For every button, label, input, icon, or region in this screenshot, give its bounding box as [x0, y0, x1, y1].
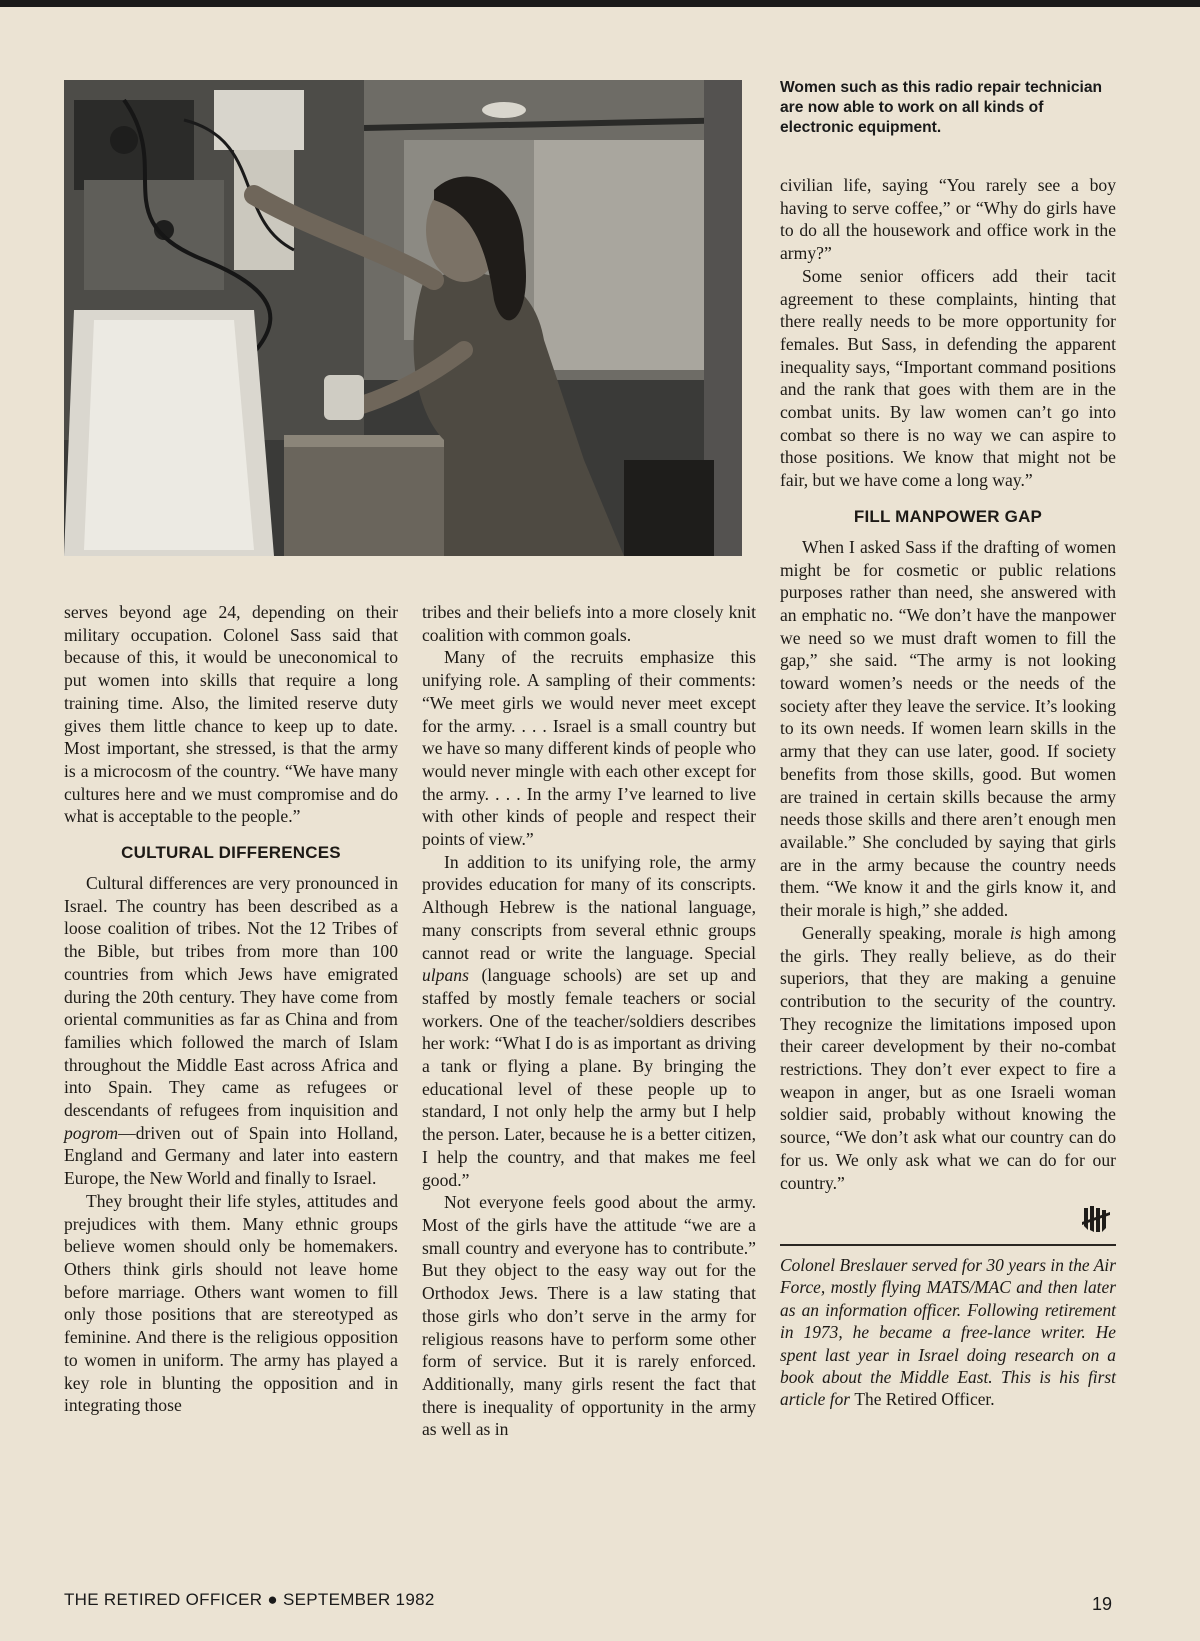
end-of-article-icon: [780, 1204, 1110, 1240]
photo-caption: Women such as this radio repair technician are now able to work on all kinds of electronic equipment.: [780, 79, 1103, 136]
paragraph: tribes and their beliefs into a more closely knit coalition with common goals.: [422, 602, 756, 645]
paragraph: Not everyone feels good about the army. Most of the girls have the attitude “we are a small country and everyone has to contribute.” But they object to the easy way out for the Orthodox Jews. There is a law stating that those girls who don’t serve in the army for religious reasons have to perform some other form of service. But it is rarely enforced. Additionally, many girls resent the fact that there is inequality of opportunity in the army as well as in: [422, 1192, 756, 1440]
section-heading-fill-manpower-gap: FILL MANPOWER GAP: [853, 506, 1043, 526]
page-number: 19: [1092, 1594, 1113, 1614]
text-run: Generally speaking, morale: [802, 922, 1010, 943]
paragraph: When I asked Sass if the drafting of women might be for cosmetic or public relations purposes rather than need, she answered with an emphatic no. “We don’t have the manpower we need so we must draft women to fill the gap,” she said. “The army is not looking toward women’s needs or the needs of the society after they leave the service. It’s looking to its own needs. If women learn skills in the army that they can use later, good. If society benefits from those skills, good. But women are trained in certain skills because the army needs those skills and there aren’t enough men available.” She concluded by saying that girls are in the army because the country needs them. “We know it and the girls know it, and their morale is high,” she added.: [780, 536, 1116, 921]
publication-name: The Retired Officer.: [854, 1389, 995, 1410]
italic-term: pogrom: [64, 1122, 119, 1143]
article-column-2: [422, 601, 756, 1441]
photo-radio-technician: [64, 80, 742, 556]
text-run: Cultural differences are very pronounced in Israel. The country has been described as a loose coalition of tribes. Not the 12 Tribes of the Bible, but tribes from more than 100 countries from which Jews have emigrated during the 20th century. They have come from oriental communities as far as China and from families which followed the march of Islam throughout the Middle East across Africa and into Spain. They came as refugees or descendants of refugees from inquisition and: [64, 873, 398, 1121]
top-edge-bar: [0, 0, 1200, 7]
text-run: (language schools) are set up and staffed by mostly female teachers or social workers. One of the teacher/soldiers describes her work: “What I do is as important as driving a tank or flying a plane. By bringing the educational level of these people up to standard, I not only help the army but I help the person. Later, because he is a better citizen, I help the country, and that makes me feel good.”: [422, 965, 756, 1190]
paragraph: serves beyond age 24, depending on their military occupation. Colonel Sass said that because of this, it would be uneconomical to put women into skills that require a long training time. Also, the limited reserve duty gives them little chance to keep up to date. Most important, she stressed, is that the army is a microcosm of the country. “We have many cultures here and we must compromise and do what is acceptable to the people.”: [64, 602, 398, 827]
paragraph: [780, 922, 1116, 1194]
text-run: high among the girls. They really believe, as do their superiors, that they are making a genuine contribution to the security of the country. They recognize the limitations imposed upon their career development by their no-combat restrictions. They don’t ever expect to fire a weapon in anger, but as one Israeli woman soldier said, probably without knowing the source, “We don’t ask what our country can do for us. We only ask what we can do for our country.”: [780, 922, 1116, 1193]
paragraph: [422, 851, 756, 1192]
paragraph: Many of the recruits emphasize this unifying role. A sampling of their comments: “We meet girls we would never meet except for the army. . . . Israel is a small country but we have so many different kinds of people who would never mingle with each other except for the army. . . . In the army I’ve learned to live with other kinds of people and respect their points of view.”: [422, 647, 756, 850]
section-heading-cultural-differences: CULTURAL DIFFERENCES: [121, 843, 341, 863]
paragraph: Some senior officers add their tacit agreement to these complaints, hinting that there really needs to be more opportunity for females. But Sass, in defending the apparent inequality says, “Important command positions and the rank that goes with them are in the combat units. By law women can’t go into combat so there is no way we can aspire to those positions. We know that might not be fair, but we have come a long way.”: [780, 265, 1116, 491]
paragraph: They brought their life styles, attitudes and prejudices with them. Many ethnic groups believe women should only be homemakers. Others think girls should not leave home before marriage. Others want women to fill only those positions that are stereotyped as feminine. And there is the religious opposition to women in uniform. The army has played a key role in blunting the opposition and in integrating those: [64, 1190, 398, 1416]
article-column-1: [64, 601, 398, 1417]
article-column-3: [780, 174, 1116, 1411]
photo-illustration: [64, 80, 742, 556]
bio-text: Colonel Breslauer served for 30 years in the Air Force, mostly flying MATS/MAC and then later as an information officer. Following retirement in 1973, he became a free-lance writer. He spent last year in Israel doing research on a book about the Middle East. This is his first article for: [780, 1254, 1116, 1410]
running-footer: THE RETIRED OFFICER ● SEPTEMBER 1982: [64, 1590, 435, 1609]
text-run: In addition to its unifying role, the army provides education for many of its conscripts. Although Hebrew is the national language, many conscripts from several ethnic groups cannot read or write the language. Special: [422, 851, 756, 963]
italic-term: ulpans: [422, 965, 469, 986]
paragraph: [64, 872, 398, 1190]
italic-term: is: [1009, 922, 1022, 943]
paragraph: civilian life, saying “You rarely see a boy having to serve coffee,” or “Why do girls have to do all the housework and office work in the army?”: [780, 175, 1116, 264]
text-run: —driven out of Spain into Holland, England and Germany and later into eastern Europe, the New World and finally to Israel.: [64, 1122, 398, 1189]
bio-divider: [780, 1244, 1116, 1246]
author-bio: [780, 1254, 1116, 1411]
